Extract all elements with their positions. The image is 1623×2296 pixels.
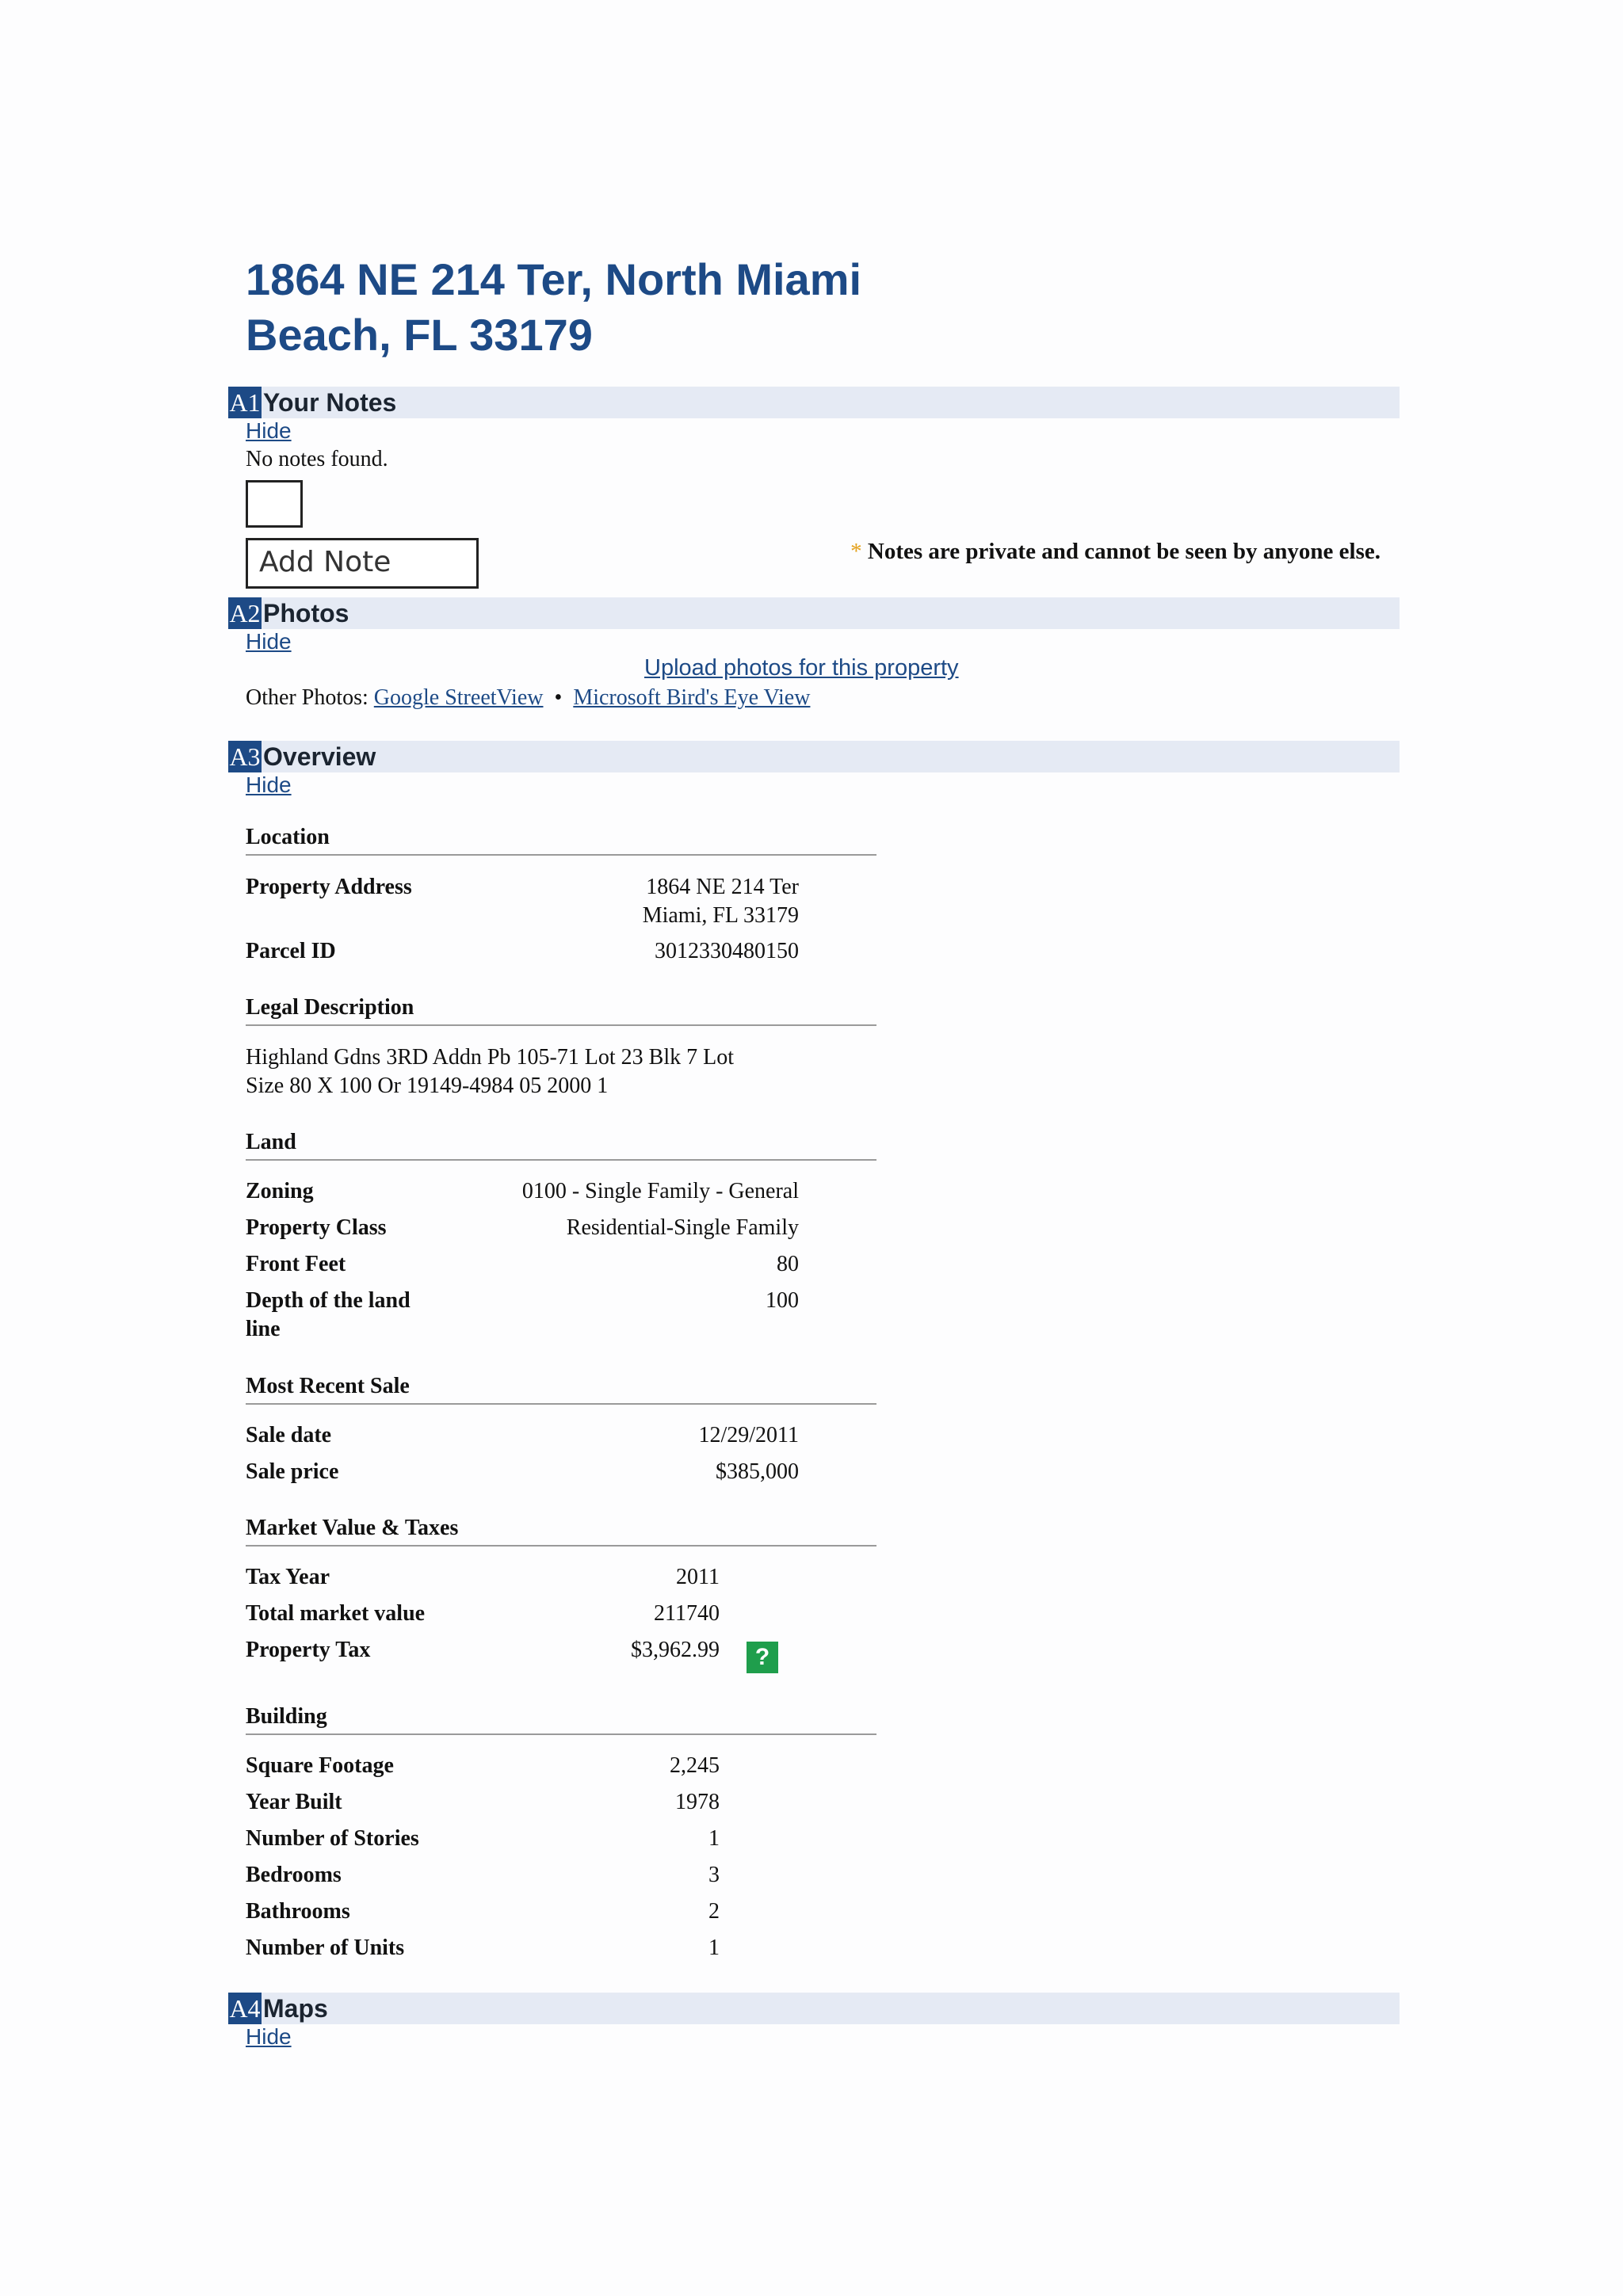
birds-eye-view-link[interactable]: Microsoft Bird's Eye View: [573, 685, 811, 710]
property-tax-label: Property Tax: [246, 1638, 371, 1662]
other-photos-row: [246, 684, 810, 712]
section-title: Your Notes: [263, 388, 397, 417]
section-title: Photos: [263, 599, 349, 627]
other-photos-label: Other Photos:: [246, 685, 369, 710]
property-address-line2: Miami, FL 33179: [642, 903, 799, 928]
depth-label-line1: Depth of the land: [246, 1288, 411, 1313]
zoning-label: Zoning: [246, 1179, 314, 1203]
section-tag: A3: [229, 742, 261, 771]
privacy-note: [850, 539, 1381, 565]
section-tag: A2: [229, 599, 261, 627]
google-streetview-link[interactable]: Google StreetView: [373, 685, 544, 710]
bedrooms-label: Bedrooms: [246, 1863, 342, 1887]
year-built-value: 1978: [675, 1790, 720, 1814]
privacy-text: Notes are private and cannot be seen by anyone else.: [867, 539, 1381, 564]
total-market-value-label: Total market value: [246, 1601, 426, 1626]
hide-maps-link[interactable]: Hide: [246, 2024, 292, 2049]
section-tag: A4: [229, 1994, 261, 2023]
section-title: Maps: [263, 1994, 328, 2023]
units-label: Number of Units: [246, 1936, 405, 1960]
front-feet-value: 80: [777, 1252, 799, 1276]
parcel-id-value: 3012330480150: [655, 939, 799, 963]
legal-description-line1: Highland Gdns 3RD Addn Pb 105-71 Lot 23 Blk 7 Lot: [246, 1045, 735, 1070]
sale-date-label: Sale date: [246, 1423, 332, 1447]
property-tax-value: $3,962.99: [631, 1638, 720, 1662]
note-input[interactable]: [246, 480, 303, 528]
legal-description-line2: Size 80 X 100 Or 19149-4984 05 2000 1: [246, 1074, 609, 1098]
section-header-photos: [228, 597, 1400, 629]
tax-year-label: Tax Year: [246, 1565, 330, 1589]
depth-value: 100: [766, 1288, 799, 1313]
sale-price-value: $385,000: [716, 1459, 799, 1484]
bedrooms-value: 3: [708, 1863, 720, 1887]
property-address-line1: 1864 NE 214 Ter: [646, 875, 799, 899]
year-built-label: Year Built: [246, 1790, 342, 1814]
upload-photos-link[interactable]: Upload photos for this property: [644, 655, 959, 681]
property-address-label: Property Address: [246, 875, 412, 899]
page-title-line2: Beach, FL 33179: [246, 310, 593, 360]
depth-label-line2: line: [246, 1317, 281, 1341]
section-title: Overview: [263, 742, 376, 771]
tax-year-value: 2011: [676, 1565, 720, 1589]
market-value-heading: Market Value & Taxes: [246, 1515, 876, 1547]
sale-price-label: Sale price: [246, 1459, 339, 1484]
property-class-value: Residential-Single Family: [566, 1215, 799, 1240]
sale-date-value: 12/29/2011: [698, 1423, 799, 1447]
bathrooms-value: 2: [708, 1899, 720, 1924]
asterisk-icon: *: [850, 539, 862, 564]
stories-label: Number of Stories: [246, 1826, 419, 1851]
total-market-value-value: 211740: [654, 1601, 720, 1626]
hide-notes-link[interactable]: Hide: [246, 418, 292, 443]
bathrooms-label: Bathrooms: [246, 1899, 350, 1924]
section-header-overview: [228, 741, 1400, 772]
front-feet-label: Front Feet: [246, 1252, 346, 1276]
property-class-label: Property Class: [246, 1215, 387, 1240]
zoning-value: 0100 - Single Family - General: [521, 1179, 799, 1203]
page-title-line1: 1864 NE 214 Ter, North Miami: [246, 254, 862, 304]
section-tag: A1: [229, 388, 261, 417]
land-heading: Land: [246, 1129, 876, 1161]
separator-dot: •: [554, 685, 563, 710]
units-value: 1: [708, 1936, 720, 1960]
help-icon[interactable]: ?: [747, 1642, 778, 1673]
building-heading: Building: [246, 1703, 876, 1735]
no-notes-text: No notes found.: [246, 447, 388, 471]
page-title: [246, 252, 959, 363]
add-note-button[interactable]: Add Note: [246, 538, 479, 589]
hide-photos-link[interactable]: Hide: [246, 629, 292, 654]
location-heading: Location: [246, 824, 876, 856]
section-header-notes: [228, 387, 1400, 418]
recent-sale-heading: Most Recent Sale: [246, 1373, 876, 1405]
parcel-id-label: Parcel ID: [246, 939, 336, 963]
stories-value: 1: [708, 1826, 720, 1851]
square-footage-label: Square Footage: [246, 1753, 394, 1778]
square-footage-value: 2,245: [670, 1753, 720, 1778]
hide-overview-link[interactable]: Hide: [246, 772, 292, 797]
legal-description-heading: Legal Description: [246, 994, 876, 1026]
section-header-maps: [228, 1993, 1400, 2024]
